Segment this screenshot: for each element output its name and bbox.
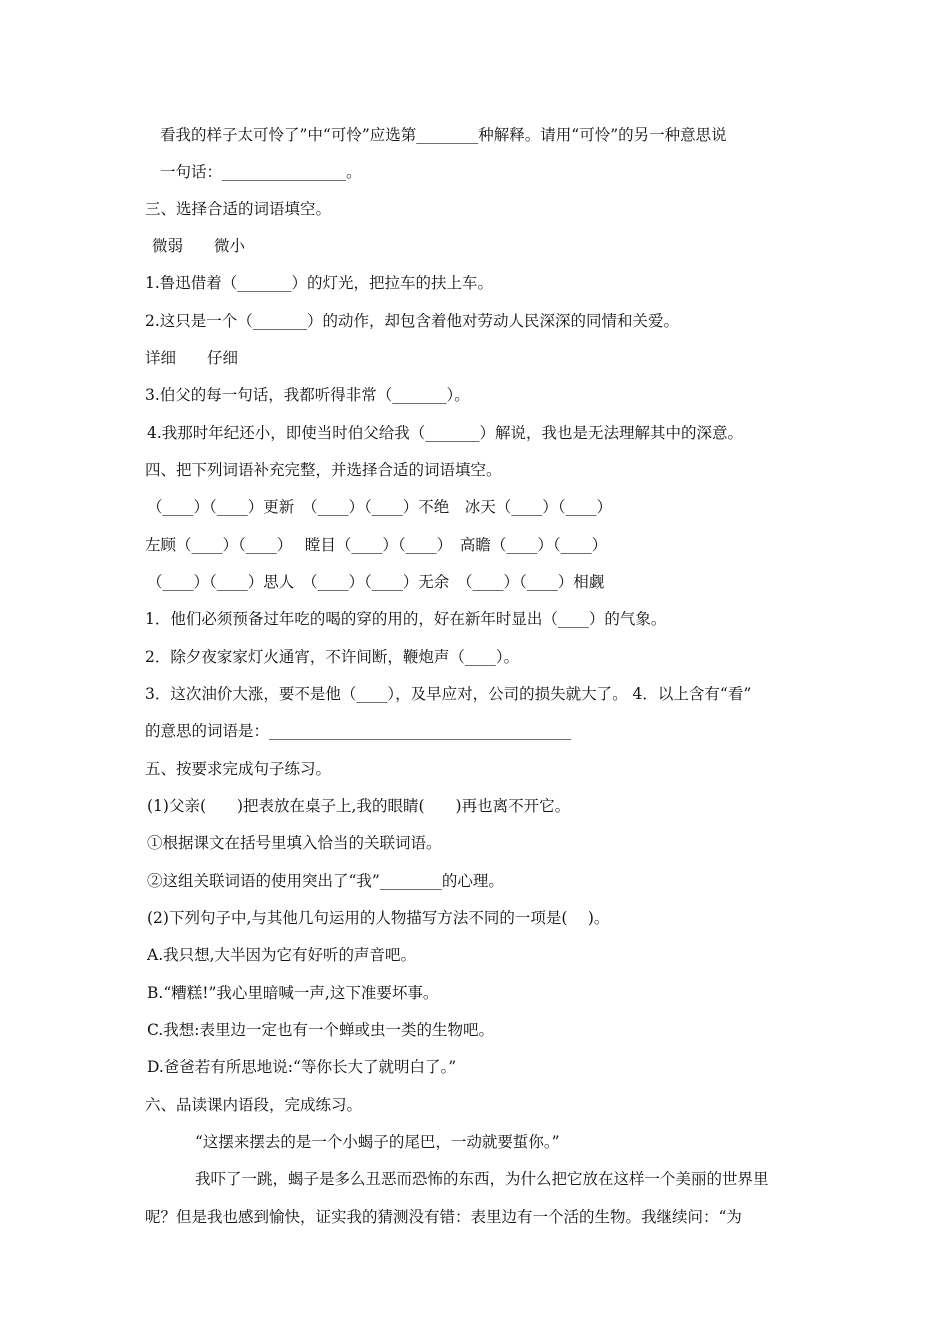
passage-line: 我吓了一跳，蝎子是多么丑恶而恐怖的东西，为什么把它放在这样一个美丽的世界里 [195,1170,769,1188]
idiom-line: 左顾（____）（____） 瞠目（____）（____） 高瞻（____）（____） [145,536,608,554]
option-c: C.我想:表里边一定也有一个蝉或虫一类的生物吧。 [147,1021,494,1039]
section-heading: 四、把下列词语补充完整，并选择合适的词语填空。 [145,461,502,479]
text-line: 看我的样子太可怜了”中“可怜”应选第________种解释。请用“可怜”的另一种意思说 [160,126,727,144]
passage-line: 呢？但是我也感到愉快，证实我的猜测没有错：表里边有一个活的生物。我继续问：“为 [145,1208,742,1226]
question-line: 2．除夕夜家家灯火通宵，不许间断，鞭炮声（____）。 [145,648,520,666]
idiom-line: （____）（____）思人 （____）（____）无余 （____）（____）相觑 [147,573,605,591]
question-line: (2)下列句子中,与其他几句运用的人物描写方法不同的一项是( )。 [147,909,610,927]
question-line: 2.这只是一个（_______）的动作，却包含着他对劳动人民深深的同情和关爱。 [145,312,680,330]
question-line: (1)父亲( )把表放在桌子上,我的眼睛( )再也离不开它。 [147,797,571,815]
text-line: 一句话：________________。 [160,163,362,181]
question-line: 3.伯父的每一句话，我都听得非常（_______）。 [145,386,470,404]
word-choice-line: 微弱 微小 [152,237,246,255]
question-line: 3．这次油价大涨，要不是他（____），及早应对，公司的损失就大了。 4．以上含有“看” [145,685,752,703]
option-a: A.我只想,大半因为它有好听的声音吧。 [147,946,417,964]
question-line: 的意思的词语是：_______________________________________ [145,722,572,740]
section-heading: 三、选择合适的词语填空。 [145,200,332,218]
word-choice-line: 详细 仔细 [145,349,239,367]
question-line: ①根据课文在括号里填入恰当的关联词语。 [147,834,442,852]
question-line: ②这组关联词语的使用突出了“我”________的心理。 [147,872,504,890]
option-b: B.“糟糕!”我心里暗喊一声,这下准要坏事。 [147,984,439,1002]
section-heading: 六、品读课内语段，完成练习。 [145,1096,363,1114]
passage-line: “这摆来摆去的是一个小蝎子的尾巴，一动就要蜇你。” [195,1133,560,1151]
question-line: 1.鲁迅借着（_______）的灯光，把拉车的扶上车。 [145,274,494,292]
idiom-line: （____）（____）更新 （____）（____）不绝 冰天（____）（____） [147,498,613,516]
section-heading: 五、按要求完成句子练习。 [145,760,332,778]
question-line: 1．他们必须预备过年吃的喝的穿的用的，好在新年时显出（____）的气象。 [145,610,667,628]
option-d: D.爸爸若有所思地说:“等你长大了就明白了。” [147,1058,457,1076]
question-line: 4.我那时年纪还小，即使当时伯父给我（_______）解说，我也是无法理解其中的深意。 [147,424,744,442]
